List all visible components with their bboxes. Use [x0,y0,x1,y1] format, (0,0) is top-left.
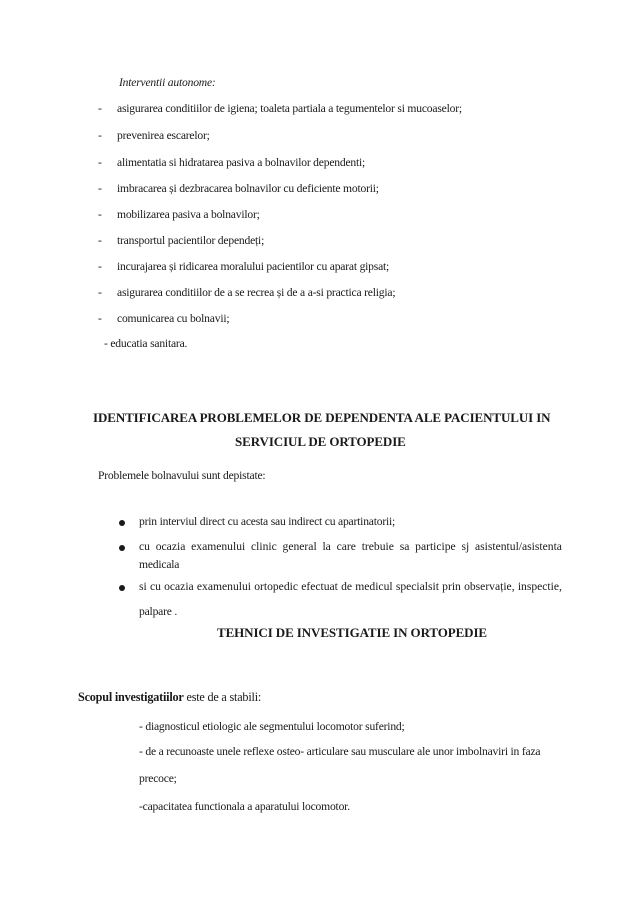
word: cu [149,580,161,593]
scope-line: - de a recunoaste unele reflexe osteo- articulare sau musculare ale unor imbolnaviri in faza [139,745,541,758]
dash-marker: - [98,234,102,247]
bullet-item-continuation: palpare . [139,605,178,618]
word: examenului [196,580,251,593]
dash-marker: - [98,102,102,115]
word: inspectie, [517,580,562,593]
section-heading: IDENTIFICAREA PROBLEMELOR DE DEPENDENTA ALE PACIENTULUI IN [93,410,551,425]
bullet-item: prin interviul direct cu acesta sau indirect cu apartinatorii; [139,515,396,528]
word: general [282,540,317,553]
list-item: asigurarea conditiilor de a se recrea și de a a-si practica religia; [117,286,396,299]
word: clinic [251,540,277,553]
word: de [341,580,353,593]
word: trebuie [361,540,394,553]
word: observație, [464,580,515,593]
dash-marker: - [98,156,102,169]
scope-label: Scopul investigatiilor [78,690,184,704]
word: prin [442,580,461,593]
bullet-icon [119,520,125,526]
scope-paragraph [78,690,261,704]
scope-text: este de a stabili: [183,690,262,704]
word: participe [415,540,456,553]
bullet-item-continuation: medicala [139,558,180,571]
paragraph-intro: Problemele bolnavului sunt depistate: [98,469,266,482]
dash-marker: - [98,286,102,299]
bullet-icon [119,585,125,591]
word: examenului [191,540,246,553]
word: sj [461,540,470,553]
bullet-item-justified [139,580,562,594]
scope-line: precoce; [139,772,177,785]
word: asistentul/asistenta [475,540,562,553]
dash-marker: - [98,129,102,142]
word: si [139,580,147,593]
section-heading: TEHNICI DE INVESTIGATIE IN ORTOPEDIE [217,625,487,640]
word: medicul [355,580,393,593]
list-item: alimentatia si hidratarea pasiva a bolnavilor dependenti; [117,156,366,169]
word: ocazia [164,580,194,593]
list-item: prevenirea escarelor; [117,129,210,142]
list-item: mobilizarea pasiva a bolnavilor; [117,208,260,221]
section-heading-line2: SERVICIUL DE ORTOPEDIE [235,434,406,449]
word: efectuat [301,580,338,593]
bullet-icon [119,545,125,551]
list-item-last: - educatia sanitara. [104,337,188,350]
section-title-interventii: Interventii autonome: [119,76,216,89]
word: la [322,540,331,553]
list-item: imbracarea și dezbracarea bolnavilor cu deficiente motorii; [117,182,379,195]
list-item: transportul pacientilor dependeți; [117,234,265,247]
dash-marker: - [98,208,102,221]
dash-marker: - [98,260,102,273]
list-item: asigurarea conditiilor de igiena; toaleta partiala a tegumentelor si mucoaselor; [117,102,462,115]
scope-line: -capacitatea functionala a aparatului locomotor. [139,800,350,813]
word: ortopedic [254,580,298,593]
word: care [336,540,356,553]
list-item: incurajarea și ridicarea moralului pacientilor cu aparat gipsat; [117,260,390,273]
bullet-item-justified [139,540,562,554]
scope-line: - diagnosticul etiologic ale segmentului locomotor suferind; [139,720,405,733]
word: specialsit [395,580,439,593]
word: ocazia [155,540,186,553]
dash-marker: - [98,312,102,325]
word: cu [139,540,150,553]
word: sa [399,540,410,553]
list-item: comunicarea cu bolnavii; [117,312,230,325]
dash-marker: - [98,182,102,195]
